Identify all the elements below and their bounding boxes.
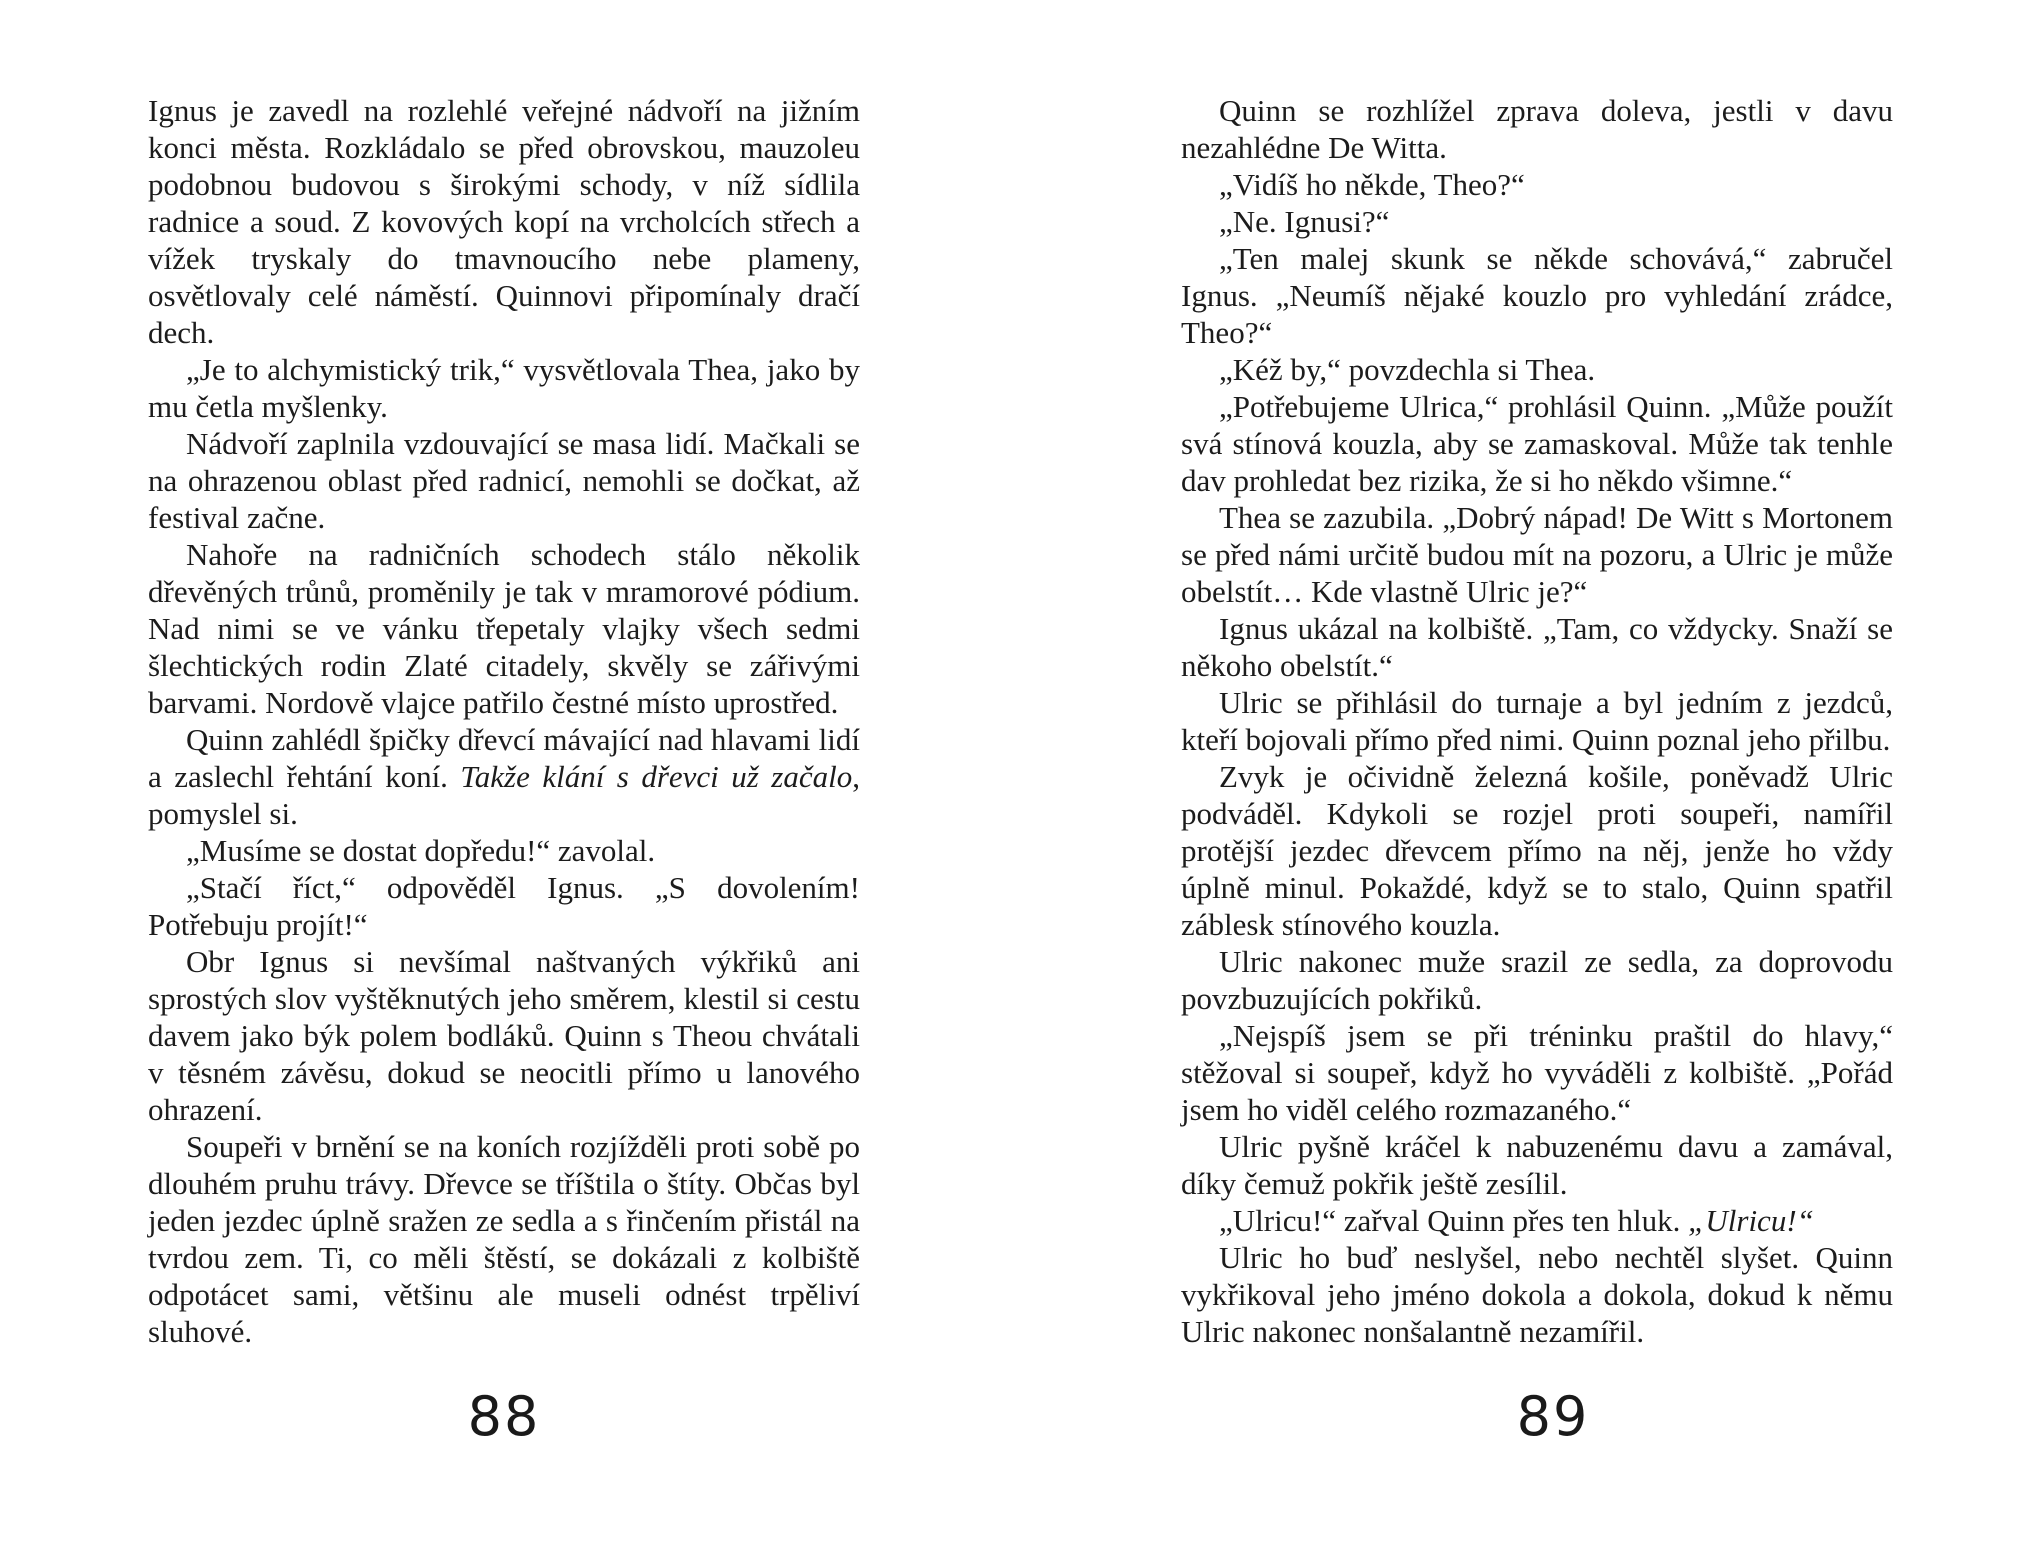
italic-thought: Takže klání s dřevci už začalo [460, 759, 853, 794]
paragraph: „Kéž by,“ povzdechla si Thea. [1219, 352, 1596, 387]
left-page-body [148, 92, 860, 1350]
right-page-body [1181, 92, 1893, 1350]
page-number: 88 [467, 1385, 541, 1448]
paragraph: „Stačí říct,“ odpověděl Ignus. „S dovolením! Potřebuju projít!“ [148, 870, 860, 942]
page-number: 89 [1516, 1385, 1590, 1448]
paragraph: Ulric ho buď neslyšel, nebo nechtěl slyšet. Quinn vykřikoval jeho jméno dokola a dokola, dokud k němu Ulric nakonec nonšalantně nezamířil. [1181, 1240, 1893, 1349]
paragraph: Nádvoří zaplnila vzdouvající se masa lidí. Mačkali se na ohrazenou oblast před radnicí, nemohli se dočkat, až festival začne. [148, 426, 860, 535]
left-page [0, 0, 1010, 1548]
paragraph: Thea se zazubila. „Dobrý nápad! De Witt s Mortonem se před námi určitě budou mít na pozoru, a Ulric je může obelstít… Kde vlastně Ulric je?“ [1181, 500, 1893, 609]
paragraph: Ignus ukázal na kolbiště. „Tam, co vždycky. Snaží se někoho obelstít.“ [1181, 611, 1893, 683]
paragraph: „Vidíš ho někde, Theo?“ [1219, 167, 1525, 202]
paragraph: Quinn se rozhlížel zprava doleva, jestli v davu nezahlédne De Witta. [1181, 93, 1893, 165]
paragraph [1181, 1202, 1893, 1239]
paragraph: Ulric nakonec muže srazil ze sedla, za doprovodu povzbuzujících pokřiků. [1181, 944, 1893, 1016]
paragraph: Ulric pyšně kráčel k nabuzenému davu a zamával, díky čemuž pokřik ještě zesílil. [1181, 1129, 1893, 1201]
paragraph: Zvyk je očividně železná košile, poněvadž Ulric podváděl. Kdykoli se rozjel proti soupeři, namířil protější jezdec dřevcem přímo na něj, jenže ho vždy úplně minul. Pokaždé, když se to stalo, Quinn spatřil záblesk stínového kouzla. [1181, 759, 1893, 942]
paragraph: Ulric se přihlásil do turnaje a byl jedním z jezdců, kteří bojovali přímo před nimi. Quinn poznal jeho přilbu. [1181, 685, 1893, 757]
paragraph: Soupeři v brnění se na koních rozjížděli proti sobě po dlouhém pruhu trávy. Dřevce se tříštila o štíty. Občas byl jeden jezdec úplně sražen ze sedla a s řinčením přistál na tvrdou zem. Ti, co měli štěstí, se dokázali z kolbiště odpotácet sami, většinu ale museli odnést trpěliví sluhové. [148, 1129, 860, 1349]
paragraph-text: Quinn zahlédl špičky dřevcí mávající nad hlavami lidí a zaslechl řehtání koní. [148, 722, 860, 794]
paragraph: Obr Ignus si nevšímal naštvaných výkřiků ani sprostých slov vyštěknutých jeho směrem, klestil si cestu davem jako býk polem bodláků. Quinn s Theou chvátali v těsném závěsu, dokud se neocitli přímo u lanového ohrazení. [148, 944, 860, 1127]
paragraph-text: , pomyslel si. [148, 759, 860, 831]
paragraph: „Musíme se dostat dopředu!“ zavolal. [186, 833, 656, 868]
paragraph: „Ne. Ignusi?“ [1219, 204, 1390, 239]
paragraph: Nahoře na radničních schodech stálo několik dřevěných trůnů, proměnily je tak v mramorové pódium. Nad nimi se ve vánku třepetaly vlajky všech sedmi šlechtických rodin Zlaté citadely, skvěly se zářivými barvami. Nordově vlajce patřilo čestné místo uprostřed. [148, 537, 860, 720]
paragraph: „Nejspíš jsem se při tréninku praštil do hlavy,“ stěžoval si soupeř, když ho vyváděli z kolbiště. „Pořád jsem ho viděl celého rozmazaného.“ [1181, 1018, 1893, 1127]
italic-shout: „Ulricu!“ [1688, 1203, 1814, 1238]
paragraph-text: „Ulricu!“ zařval Quinn přes ten hluk. [1219, 1203, 1689, 1238]
paragraph: „Ten malej skunk se někde schovává,“ zabručel Ignus. „Neumíš nějaké kouzlo pro vyhledání zrádce, Theo?“ [1181, 241, 1893, 350]
paragraph: „Je to alchymistický trik,“ vysvětlovala Thea, jako by mu četla myšlenky. [148, 352, 860, 424]
paragraph: Ignus je zavedl na rozlehlé veřejné nádvoří na jižním konci města. Rozkládalo se před obrovskou, mauzoleu podobnou budovou s širokými schody, v níž sídlila radnice a soud. Z kovových kopí na vrcholcích střech a vížek tryskaly do tmavnoucího nebe plameny, osvětlovaly celé náměstí. Quinnovi připomínaly dračí dech. [148, 93, 860, 350]
paragraph [148, 721, 860, 832]
paragraph: „Potřebujeme Ulrica,“ prohlásil Quinn. „Může použít svá stínová kouzla, aby se zamaskoval. Může tak tenhle dav prohledat bez rizika, že si ho někdo všimne.“ [1181, 389, 1893, 498]
right-page [1010, 0, 2021, 1548]
